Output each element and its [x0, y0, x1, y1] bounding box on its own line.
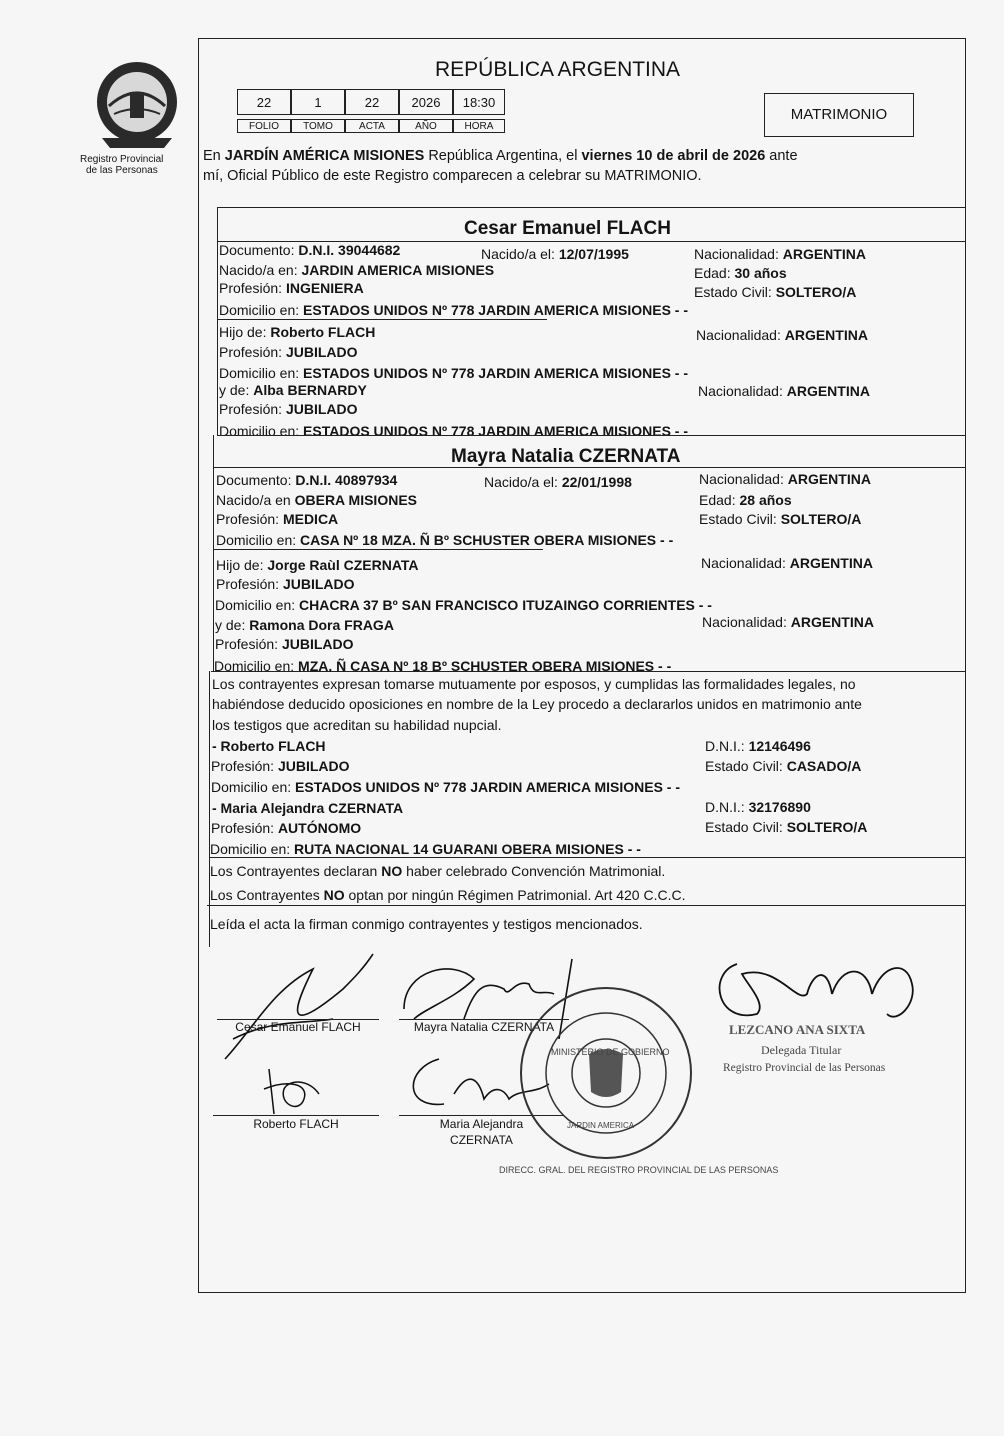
intro-place: JARDÍN AMÉRICA MISIONES	[224, 148, 425, 164]
intro-date: viernes 10 de abril de 2026	[581, 148, 766, 164]
bride-mother-address: Domicilio en: MZA. Ñ CASA Nº 18 Bº SCHUSTER OBERA MISIONES - -	[214, 658, 672, 674]
registrar-office: Registro Provincial de las Personas	[723, 1062, 886, 1074]
groom-signature-name: Cesar Emanuel FLACH	[235, 1020, 361, 1034]
bride-father-address: Domicilio en: CHACRA 37 Bº SAN FRANCISCO ITUZAINGO CORRIENTES - -	[215, 597, 712, 613]
witness-2-profession: Profesión: AUTÓNOMO	[211, 820, 362, 836]
groom-mother-profession: Profesión: JUBILADO	[219, 401, 358, 417]
intro-mid: República Argentina, el	[424, 148, 582, 164]
tomo-label: TOMO	[291, 119, 345, 133]
witness-1-address: Domicilio en: ESTADOS UNIDOS Nº 778 JARDIN AMERICA MISIONES - -	[211, 779, 681, 795]
declaration-line-2: habiéndose deducido oposiciones en nombre de la Ley procedo a declararlos unidos en matrimonio ante	[212, 696, 862, 712]
groom-civil-status: Estado Civil: SOLTERO/A	[694, 284, 857, 300]
tomo-value: 1	[291, 89, 345, 115]
marriage-certificate	[198, 38, 966, 1293]
bride-name: Mayra Natalia CZERNATA	[451, 446, 681, 467]
bride-birthplace: Nacido/a en OBERA MISIONES	[216, 492, 417, 508]
declaration-line-3: los testigos que acreditan su habilidad nupcial.	[212, 717, 502, 733]
acta-value: 22	[345, 89, 399, 115]
year-value: 2026	[399, 89, 453, 115]
bride-father: Hijo de: Jorge Raùl CZERNATA	[216, 557, 419, 573]
groom-address: Domicilio en: ESTADOS UNIDOS Nº 778 JARDIN AMERICA MISIONES - -	[219, 302, 689, 318]
groom-mother-nationality: Nacionalidad: ARGENTINA	[698, 383, 870, 399]
bride-mother: y de: Ramona Dora FRAGA	[215, 617, 394, 633]
bride-address: Domicilio en: CASA Nº 18 MZA. Ñ Bº SCHUSTER OBERA MISIONES - -	[216, 532, 674, 548]
witness-1-dni: D.N.I.: 12146496	[705, 738, 811, 754]
groom-name: Cesar Emanuel FLACH	[464, 218, 671, 239]
witness-2-address: Domicilio en: RUTA NACIONAL 14 GUARANI OBERA MISIONES - -	[210, 841, 641, 857]
act-type: MATRIMONIO	[790, 106, 888, 123]
registry-name: Registro Provincial	[80, 154, 164, 165]
bride-nationality: Nacionalidad: ARGENTINA	[699, 471, 871, 487]
groom-profession: Profesión: INGENIERA	[219, 280, 364, 296]
acta-label: ACTA	[345, 119, 399, 133]
bride-civil-status: Estado Civil: SOLTERO/A	[699, 511, 862, 527]
stamp-inner-text: MINISTERIO DE GOBIERNO	[551, 1047, 670, 1057]
folio-label: FOLIO	[237, 119, 291, 133]
stamp-office: JARDIN AMERICA	[567, 1121, 635, 1130]
bride-document: Documento: D.N.I. 40897934	[216, 472, 398, 488]
witness-1-profession: Profesión: JUBILADO	[211, 758, 350, 774]
groom-birthplace: Nacido/a en: JARDIN AMERICA MISIONES	[219, 262, 495, 278]
registry-name-2: de las Personas	[86, 165, 158, 176]
convention-line-2: Los Contrayentes NO optan por ningún Régimen Patrimonial. Art 420 C.C.C.	[210, 887, 686, 903]
bride-father-profession: Profesión: JUBILADO	[216, 576, 355, 592]
intro-line-1	[203, 147, 798, 165]
bride-father-nationality: Nacionalidad: ARGENTINA	[701, 555, 873, 571]
declaration-line-1: Los contrayentes expresan tomarse mutuamente por esposos, y cumplidas las formalidades legales, no	[212, 676, 856, 692]
registrar-name: LEZCANO ANA SIXTA	[729, 1022, 866, 1037]
misiones-seal	[92, 56, 182, 152]
witness-2-signature-name-1: Maria Alejandra	[439, 1117, 524, 1131]
groom-mother-address: Domicilio en: ESTADOS UNIDOS Nº 778 JARDIN AMERICA MISIONES - -	[219, 423, 689, 439]
bride-age: Edad: 28 años	[699, 492, 792, 508]
bride-mother-profession: Profesión: JUBILADO	[215, 636, 354, 652]
folio-value: 22	[237, 89, 291, 115]
bride-profession: Profesión: MEDICA	[216, 511, 339, 527]
convention-line-1: Los Contrayentes declaran NO haber celebrado Convención Matrimonial.	[210, 863, 666, 879]
witness-2-civil-status: Estado Civil: SOLTERO/A	[705, 819, 868, 835]
country-title: REPÚBLICA ARGENTINA	[435, 58, 681, 81]
closing-text: Leída el acta la firman conmigo contrayentes y testigos mencionados.	[210, 916, 643, 932]
groom-birthdate: Nacido/a el: 12/07/1995	[481, 246, 629, 262]
act-type-box	[764, 93, 914, 137]
witness-2-name: - Maria Alejandra CZERNATA	[212, 800, 404, 816]
groom-father-profession: Profesión: JUBILADO	[219, 344, 358, 360]
groom-mother: y de: Alba BERNARDY	[219, 382, 367, 398]
groom-father-address: Domicilio en: ESTADOS UNIDOS Nº 778 JARDIN AMERICA MISIONES - -	[219, 365, 689, 381]
intro-post: ante	[765, 148, 798, 164]
hour-value: 18:30	[453, 89, 505, 115]
witness-1-civil-status: Estado Civil: CASADO/A	[705, 758, 862, 774]
witness-2-dni: D.N.I.: 32176890	[705, 799, 811, 815]
bride-birthdate: Nacido/a el: 22/01/1998	[484, 474, 632, 490]
intro-pre: En	[203, 148, 225, 164]
witness-1-signature-name: Roberto FLACH	[253, 1117, 339, 1131]
bride-mother-nationality: Nacionalidad: ARGENTINA	[702, 614, 874, 630]
groom-father: Hijo de: Roberto FLACH	[219, 324, 376, 340]
groom-document: Documento: D.N.I. 39044682	[219, 242, 401, 258]
stamp-ring-text: DIRECC. GRAL. DEL REGISTRO PROVINCIAL DE LAS PERSONAS	[499, 1165, 779, 1175]
groom-signature	[213, 949, 383, 1069]
groom-nationality: Nacionalidad: ARGENTINA	[694, 246, 866, 262]
year-label: AÑO	[399, 119, 453, 133]
witness-1-name: - Roberto FLACH	[212, 738, 326, 754]
groom-father-nationality: Nacionalidad: ARGENTINA	[696, 327, 868, 343]
witness-2-signature-name-2: CZERNATA	[450, 1133, 513, 1147]
registrar-title: Delegada Titular	[761, 1043, 842, 1057]
bride-signature-name: Mayra Natalia CZERNATA	[413, 1020, 555, 1034]
groom-age: Edad: 30 años	[694, 265, 787, 281]
witness-1-signature	[249, 1059, 349, 1119]
hour-label: HORA	[453, 119, 505, 133]
official-stamp	[517, 984, 695, 1162]
intro-line-2: mí, Oficial Público de este Registro comparecen a celebrar su MATRIMONIO.	[203, 168, 702, 184]
